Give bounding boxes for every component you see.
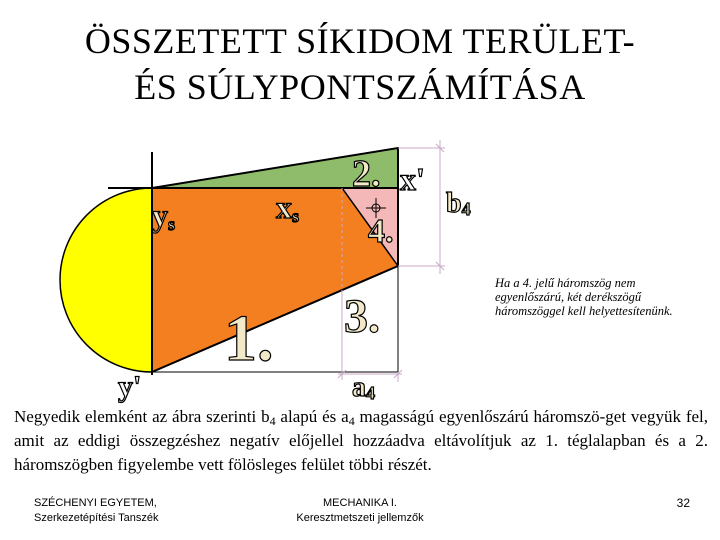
semicircle-region <box>60 188 152 372</box>
label-region-3: 3. <box>344 290 380 343</box>
footer-institution: SZÉCHENYI EGYETEM, Szerkezetépítési Tanszék <box>34 497 159 524</box>
label-region-1: 1. <box>224 302 274 375</box>
label-y-s: ys <box>152 197 176 234</box>
note-text: Ha a 4. jelű háromszög nem egyenlőszárú, két derékszögű háromszöggel kell helyettesítenünk. <box>495 276 673 318</box>
title-line-2: ÉS SÚLYPONTSZÁMÍTÁSA <box>134 67 586 107</box>
label-region-4: 4. <box>368 213 394 250</box>
page-number: 32 <box>676 496 690 510</box>
label-x-prime: x' <box>400 161 425 197</box>
label-x-s: xs <box>276 189 300 226</box>
body-paragraph: Negyedik elemként az ábra szerinti $b_4$ alapú és $a_4$ magasságú egyenlőszárú háromszö-get vegyük fel, amit az eddigi összegzéshez negatív előjellel hozzáadva eltávolítjuk az 1. téglalapban és a 2. háromszögben figyelembe vett fölösleges felület többi részét. <box>14 407 708 474</box>
footer-course: MECHANIKA I. Keresztmetszeti jellemzők <box>296 497 424 524</box>
label-a4: a4 <box>352 372 375 403</box>
label-y-prime: y' <box>118 370 142 403</box>
label-b4: b4 <box>446 188 471 219</box>
label-region-2: 2. <box>352 153 381 195</box>
title-line-1: ÖSSZETETT SÍKIDOM TERÜLET- <box>84 21 636 61</box>
